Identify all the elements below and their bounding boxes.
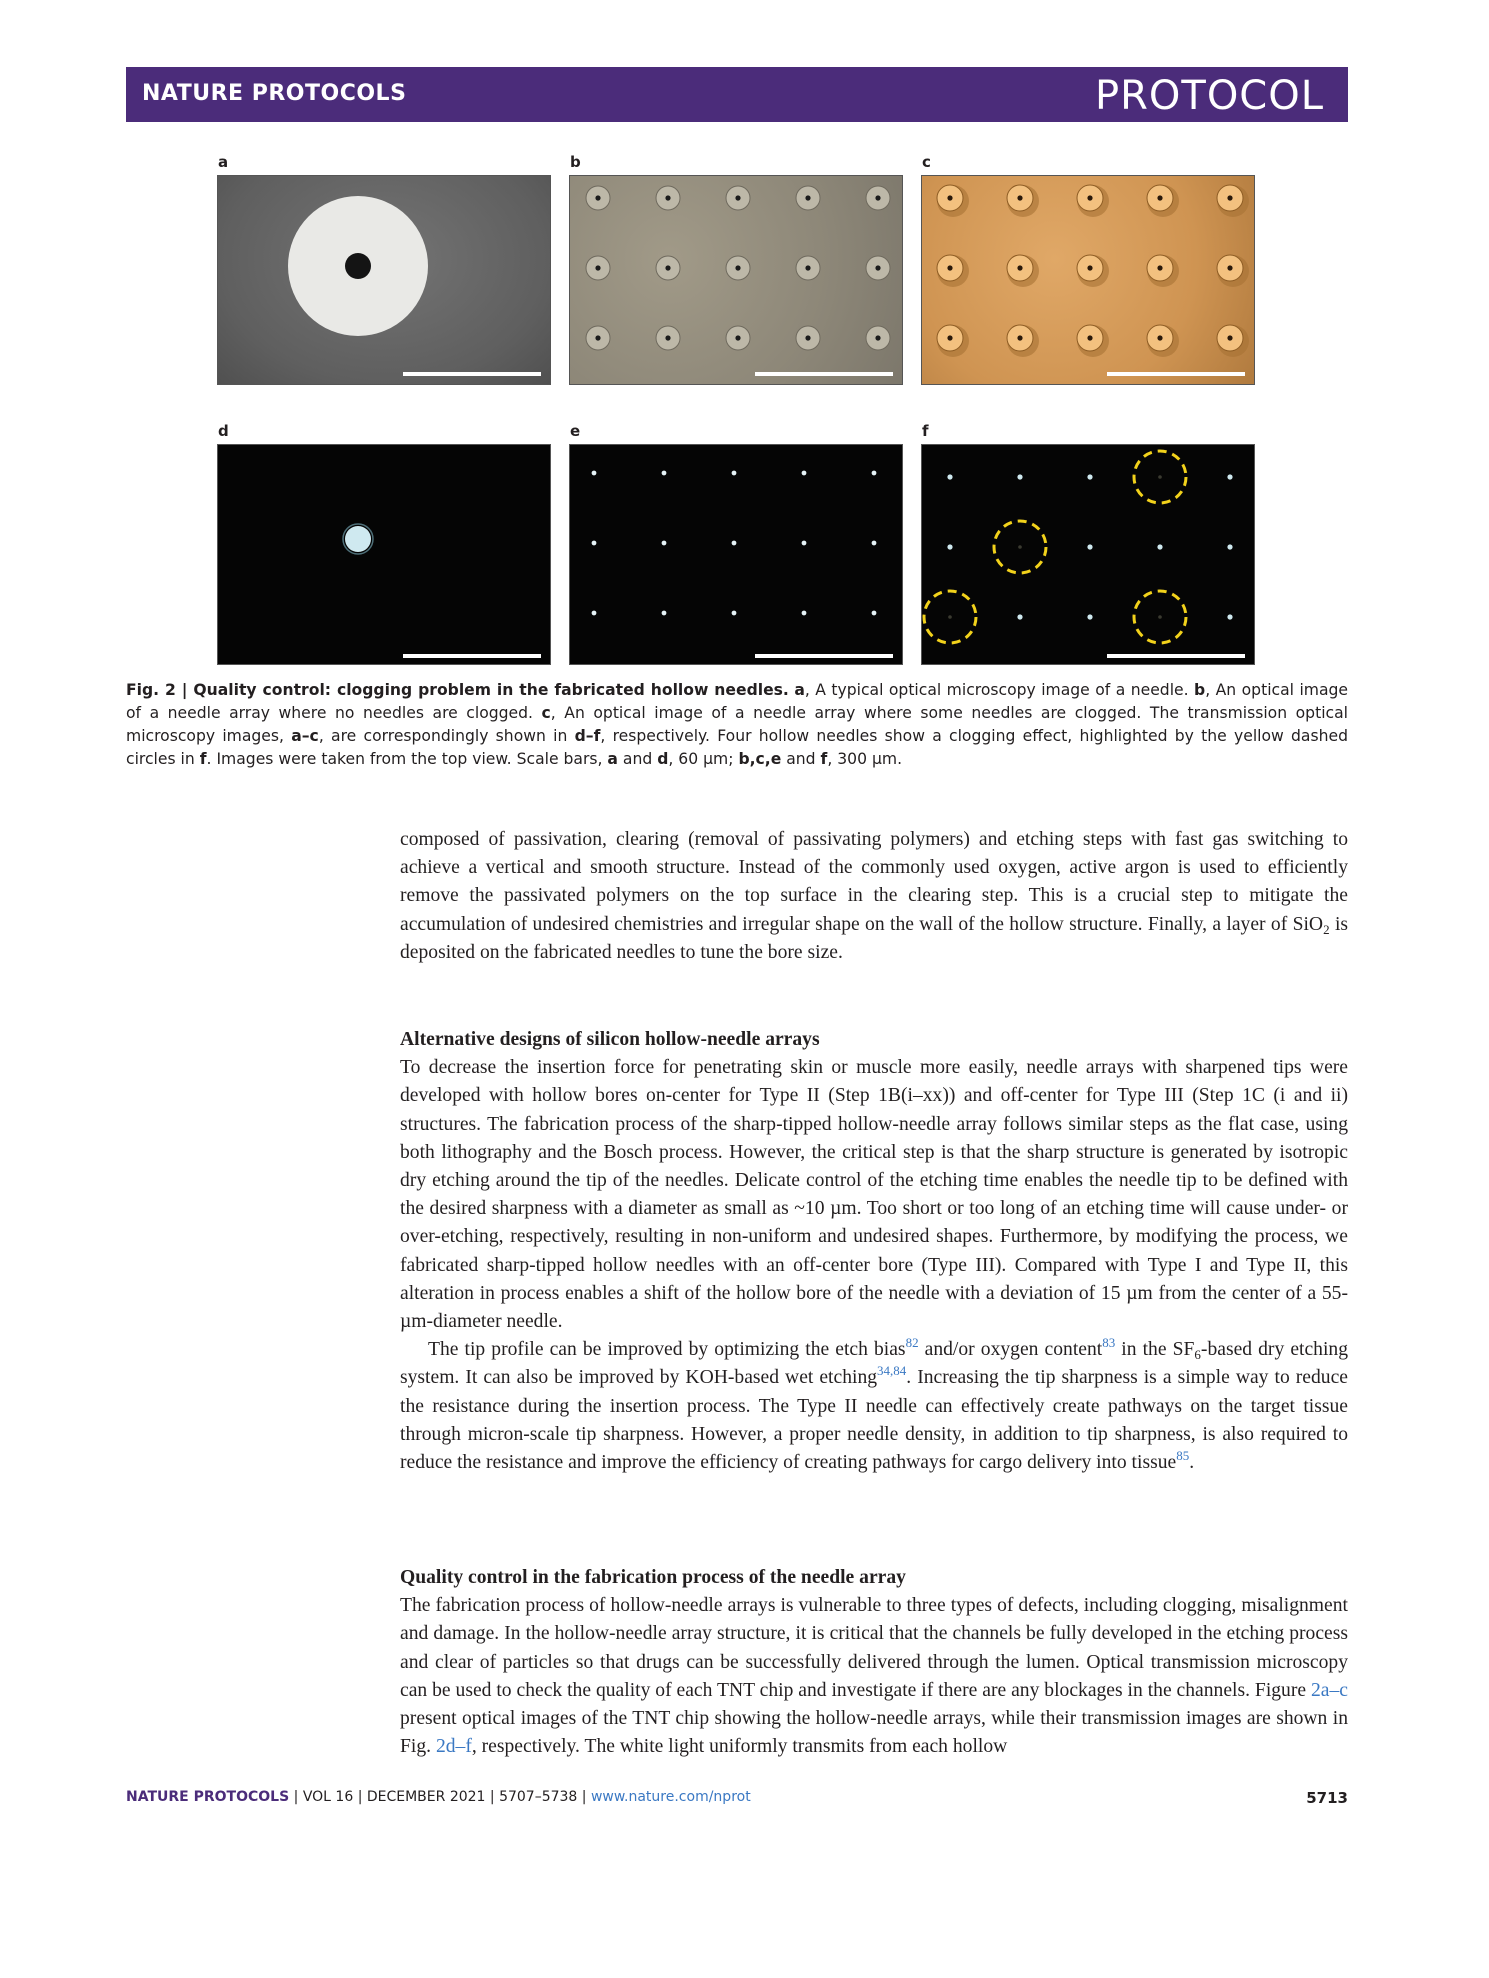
citation-link[interactable]: 34,84 <box>877 1363 907 1379</box>
figure-caption <box>126 679 1348 771</box>
page-footer: NATURE PROTOCOLS | VOL 16 | DECEMBER 2021 | 5707–5738 | www.nature.com/nprot 5713 <box>126 1789 1348 1807</box>
page-number: 5713 <box>1306 1789 1348 1807</box>
caption-title: Fig. 2 | Quality control: clogging problem in the fabricated hollow needles. <box>126 681 789 699</box>
footer-volume: VOL 16 <box>302 1789 354 1805</box>
scale-bar <box>1107 372 1245 376</box>
panel-d-image <box>217 444 551 665</box>
journal-name: NATURE PROTOCOLS <box>142 81 407 106</box>
section-alternative-designs <box>400 1026 1348 1477</box>
scale-bar <box>755 654 893 658</box>
panel-f-image <box>921 444 1255 665</box>
footer-date: DECEMBER 2021 <box>366 1789 486 1805</box>
section-quality-control <box>400 1564 1348 1761</box>
panel-e-image <box>569 444 903 665</box>
panel-c-image <box>921 175 1255 385</box>
footer-pages: 5707–5738 <box>499 1789 578 1805</box>
figure-link[interactable]: 2d–f <box>435 1736 472 1758</box>
journal-header <box>126 67 1348 122</box>
body-paragraph-1: composed of passivation, clearing (removal of passivating polymers) and etching steps with fast gas switching to achieve a vertical and smooth structure. Instead of the commonly used oxygen, active argon is used to efficiently remove the passivated polymers on the top surface in the clearing step. This is a crucial step to mitigate the accumulation of undesired chemistries and irregular shape on the wall of the hollow structure. Finally, a layer of SiO$_2$ is deposited on the fabricated needles to tune the bore size. <box>400 829 1349 963</box>
footer-url[interactable]: www.nature.com/nprot <box>590 1789 751 1805</box>
citation-link[interactable]: 85 <box>1176 1448 1190 1464</box>
body-paragraph-2: To decrease the insertion force for penetrating skin or muscle more easily, needle arrays with sharpened tips were developed with hollow bores on-center for Type II (Step 1B(i–xx)) and off-center for Type III (Step 1C (i and ii) structures. The fabrication process of the sharp-tipped hollow-needle array follows similar steps as the flat case, using both lithography and the Bosch process. However, the critical step is that the sharp structure is generated by isotropic dry etching around the tip of the needles. Delicate control of the etching time enables the needle tip to be defined with the desired sharpness with a diameter as small as ~10 µm. Too short or too long of an etching time will cause under- or over-etching, respectively, resulting in non-uniform and undesired shapes. Furthermore, by modifying the process, we fabricated sharp-tipped hollow needles with an off-center bore (Type III). Compared with Type I and Type II, this alteration in process enables a shift of the hollow bore of the needle with a deviation of 15 µm from the center of a 55-µm-diameter needle. <box>400 1057 1348 1333</box>
citation-link[interactable]: 83 <box>1102 1335 1116 1351</box>
panel-label-d: d <box>218 422 229 440</box>
footer-journal: NATURE PROTOCOLS <box>126 1789 290 1805</box>
scale-bar <box>403 372 541 376</box>
scale-bar <box>755 372 893 376</box>
scale-bar <box>403 654 541 658</box>
panel-label-a: a <box>218 153 229 171</box>
panel-label-b: b <box>570 153 581 171</box>
citation-link[interactable]: 82 <box>905 1335 919 1351</box>
body-paragraph-4: The fabrication process of hollow-needle arrays is vulnerable to three types of defects, including clogging, misalignment and damage. In the hollow-needle array structure, it is critical that the channels be fully developed in the etching process and clear of particles so that drugs can be successfully delivered through the lumen. Optical transmission microscopy can be used to check the quality of each TNT chip and investigate if there are any blockages in the channels. Figure 2a–c present optical images of the TNT chip showing the hollow-needle arrays, while their transmission images are shown in Fig. 2d–f, respectively. The white light uniformly transmits from each hollow <box>400 1595 1348 1758</box>
figure-link[interactable]: 2a–c <box>1311 1679 1348 1701</box>
section-heading: Quality control in the fabrication process of the needle array <box>400 1567 906 1588</box>
panel-a-image <box>217 175 551 385</box>
body-paragraph-3: The tip profile can be improved by optimizing the etch bias$^{82}$ and/or oxygen content$^{83}$ in the $SF_6$-based dry etching system. It can also be improved by KOH-based wet etching$^{34,84}$. Increasing the tip sharpness is a simple way to reduce the resistance during the insertion process. The Type II needle can effectively create pathways on the target tissue through micron-scale tip sharpness. However, a proper needle density, in addition to tip sharpness, is also required to reduce the resistance and improve the efficiency of creating pathways for cargo delivery into tissue$^{85}$. <box>400 1335 1349 1474</box>
article-type: PROTOCOL <box>1094 73 1324 119</box>
caption-body: a, A typical optical microscopy image of a needle. b, An optical image of a needle array where no needles are clogged. c, An optical image of a needle array where some needles are clogged. The transmission optical microscopy images, a–c, are correspondingly shown in d–f, respectively. Four hollow needles show a clogging effect, highlighted by the yellow dashed circles in f. Images were taken from the top view. Scale bars, a and d, 60 µm; b,c,e and f, 300 µm. <box>126 681 1349 768</box>
panel-label-e: e <box>570 422 581 440</box>
panel-label-c: c <box>922 153 931 171</box>
panel-label-f: f <box>922 422 929 440</box>
scale-bar <box>1107 654 1245 658</box>
section-heading: Alternative designs of silicon hollow-needle arrays <box>400 1029 820 1050</box>
panel-b-image <box>569 175 903 385</box>
